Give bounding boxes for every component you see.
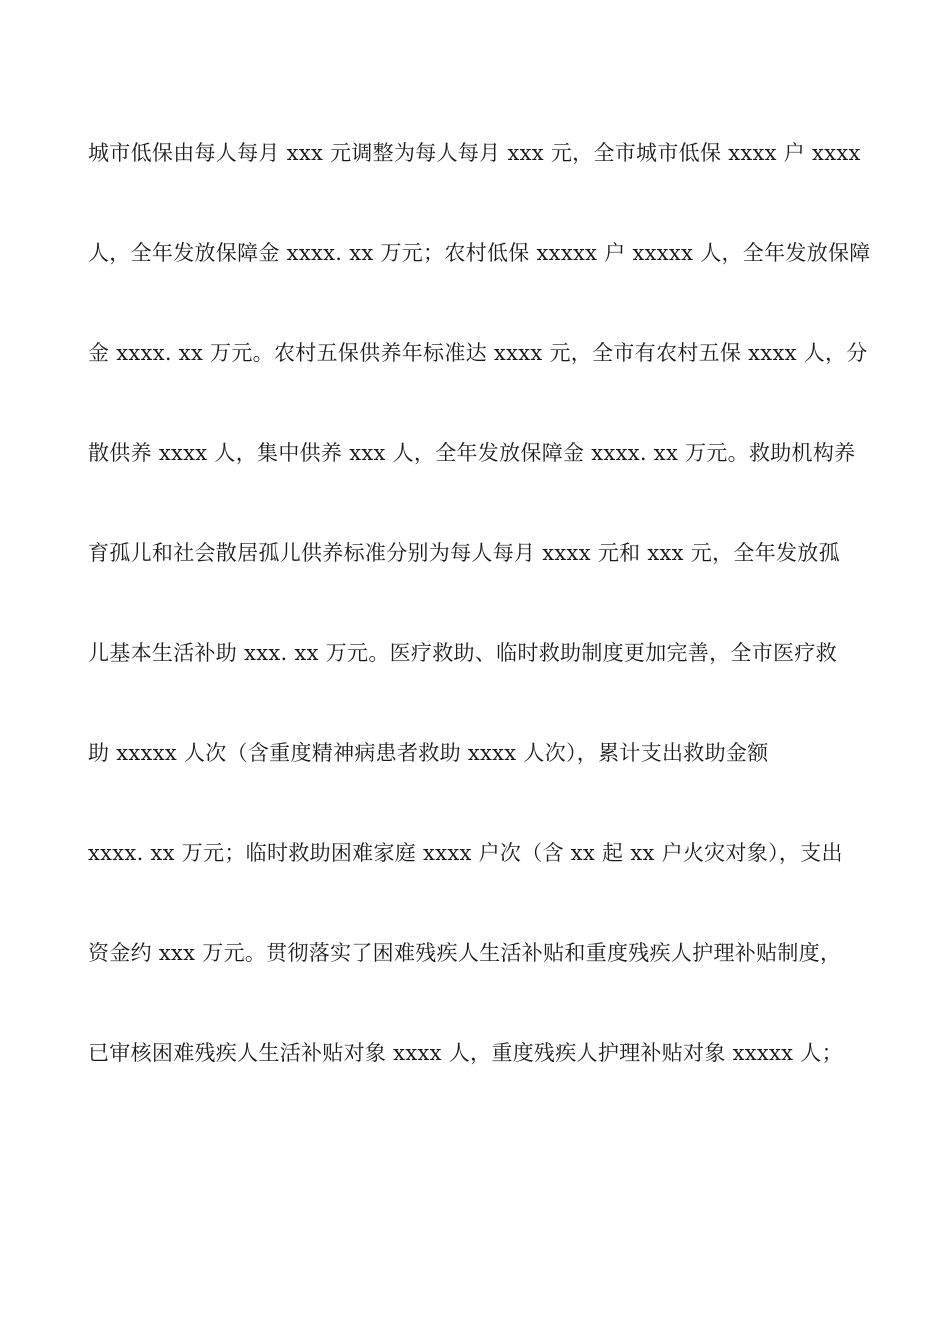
text-line: 城市低保由每人每月 xxx 元调整为每人每月 xxx 元，全市城市低保 xxxx 户 xxxx bbox=[88, 141, 861, 165]
text-line: 育孤儿和社会散居孤儿供养标准分别为每人每月 xxxx 元和 xxx 元，全年发放孤 bbox=[88, 541, 840, 565]
text-line: 儿基本生活补助 xxx. xx 万元。医疗救助、临时救助制度更加完善，全市医疗救 bbox=[88, 641, 837, 665]
text-line: xxxx. xx 万元；临时救助困难家庭 xxxx 户次（含 xx 起 xx 户火灾对象），支出 bbox=[88, 841, 843, 865]
text-line: 散供养 xxxx 人，集中供养 xxx 人，全年发放保障金 xxxx. xx 万元。救助机构养 bbox=[88, 441, 856, 465]
text-line: 已审核困难残疾人生活补贴对象 xxxx 人，重度残疾人护理补贴对象 xxxxx 人； bbox=[88, 1041, 843, 1065]
body-paragraph bbox=[88, 136, 871, 1136]
text-line: 金 xxxx. xx 万元。农村五保供养年标准达 xxxx 元，全市有农村五保 xxxx 人，分 bbox=[88, 341, 868, 365]
text-line: 助 xxxxx 人次（含重度精神病患者救助 xxxx 人次），累计支出救助金额 bbox=[88, 741, 769, 765]
text-line: 人，全年发放保障金 xxxx. xx 万元；农村低保 xxxxx 户 xxxxx 人，全年发放保障 bbox=[88, 241, 871, 265]
text-line: 资金约 xxx 万元。贯彻落实了困难残疾人生活补贴和重度残疾人护理补贴制度， bbox=[88, 941, 842, 965]
